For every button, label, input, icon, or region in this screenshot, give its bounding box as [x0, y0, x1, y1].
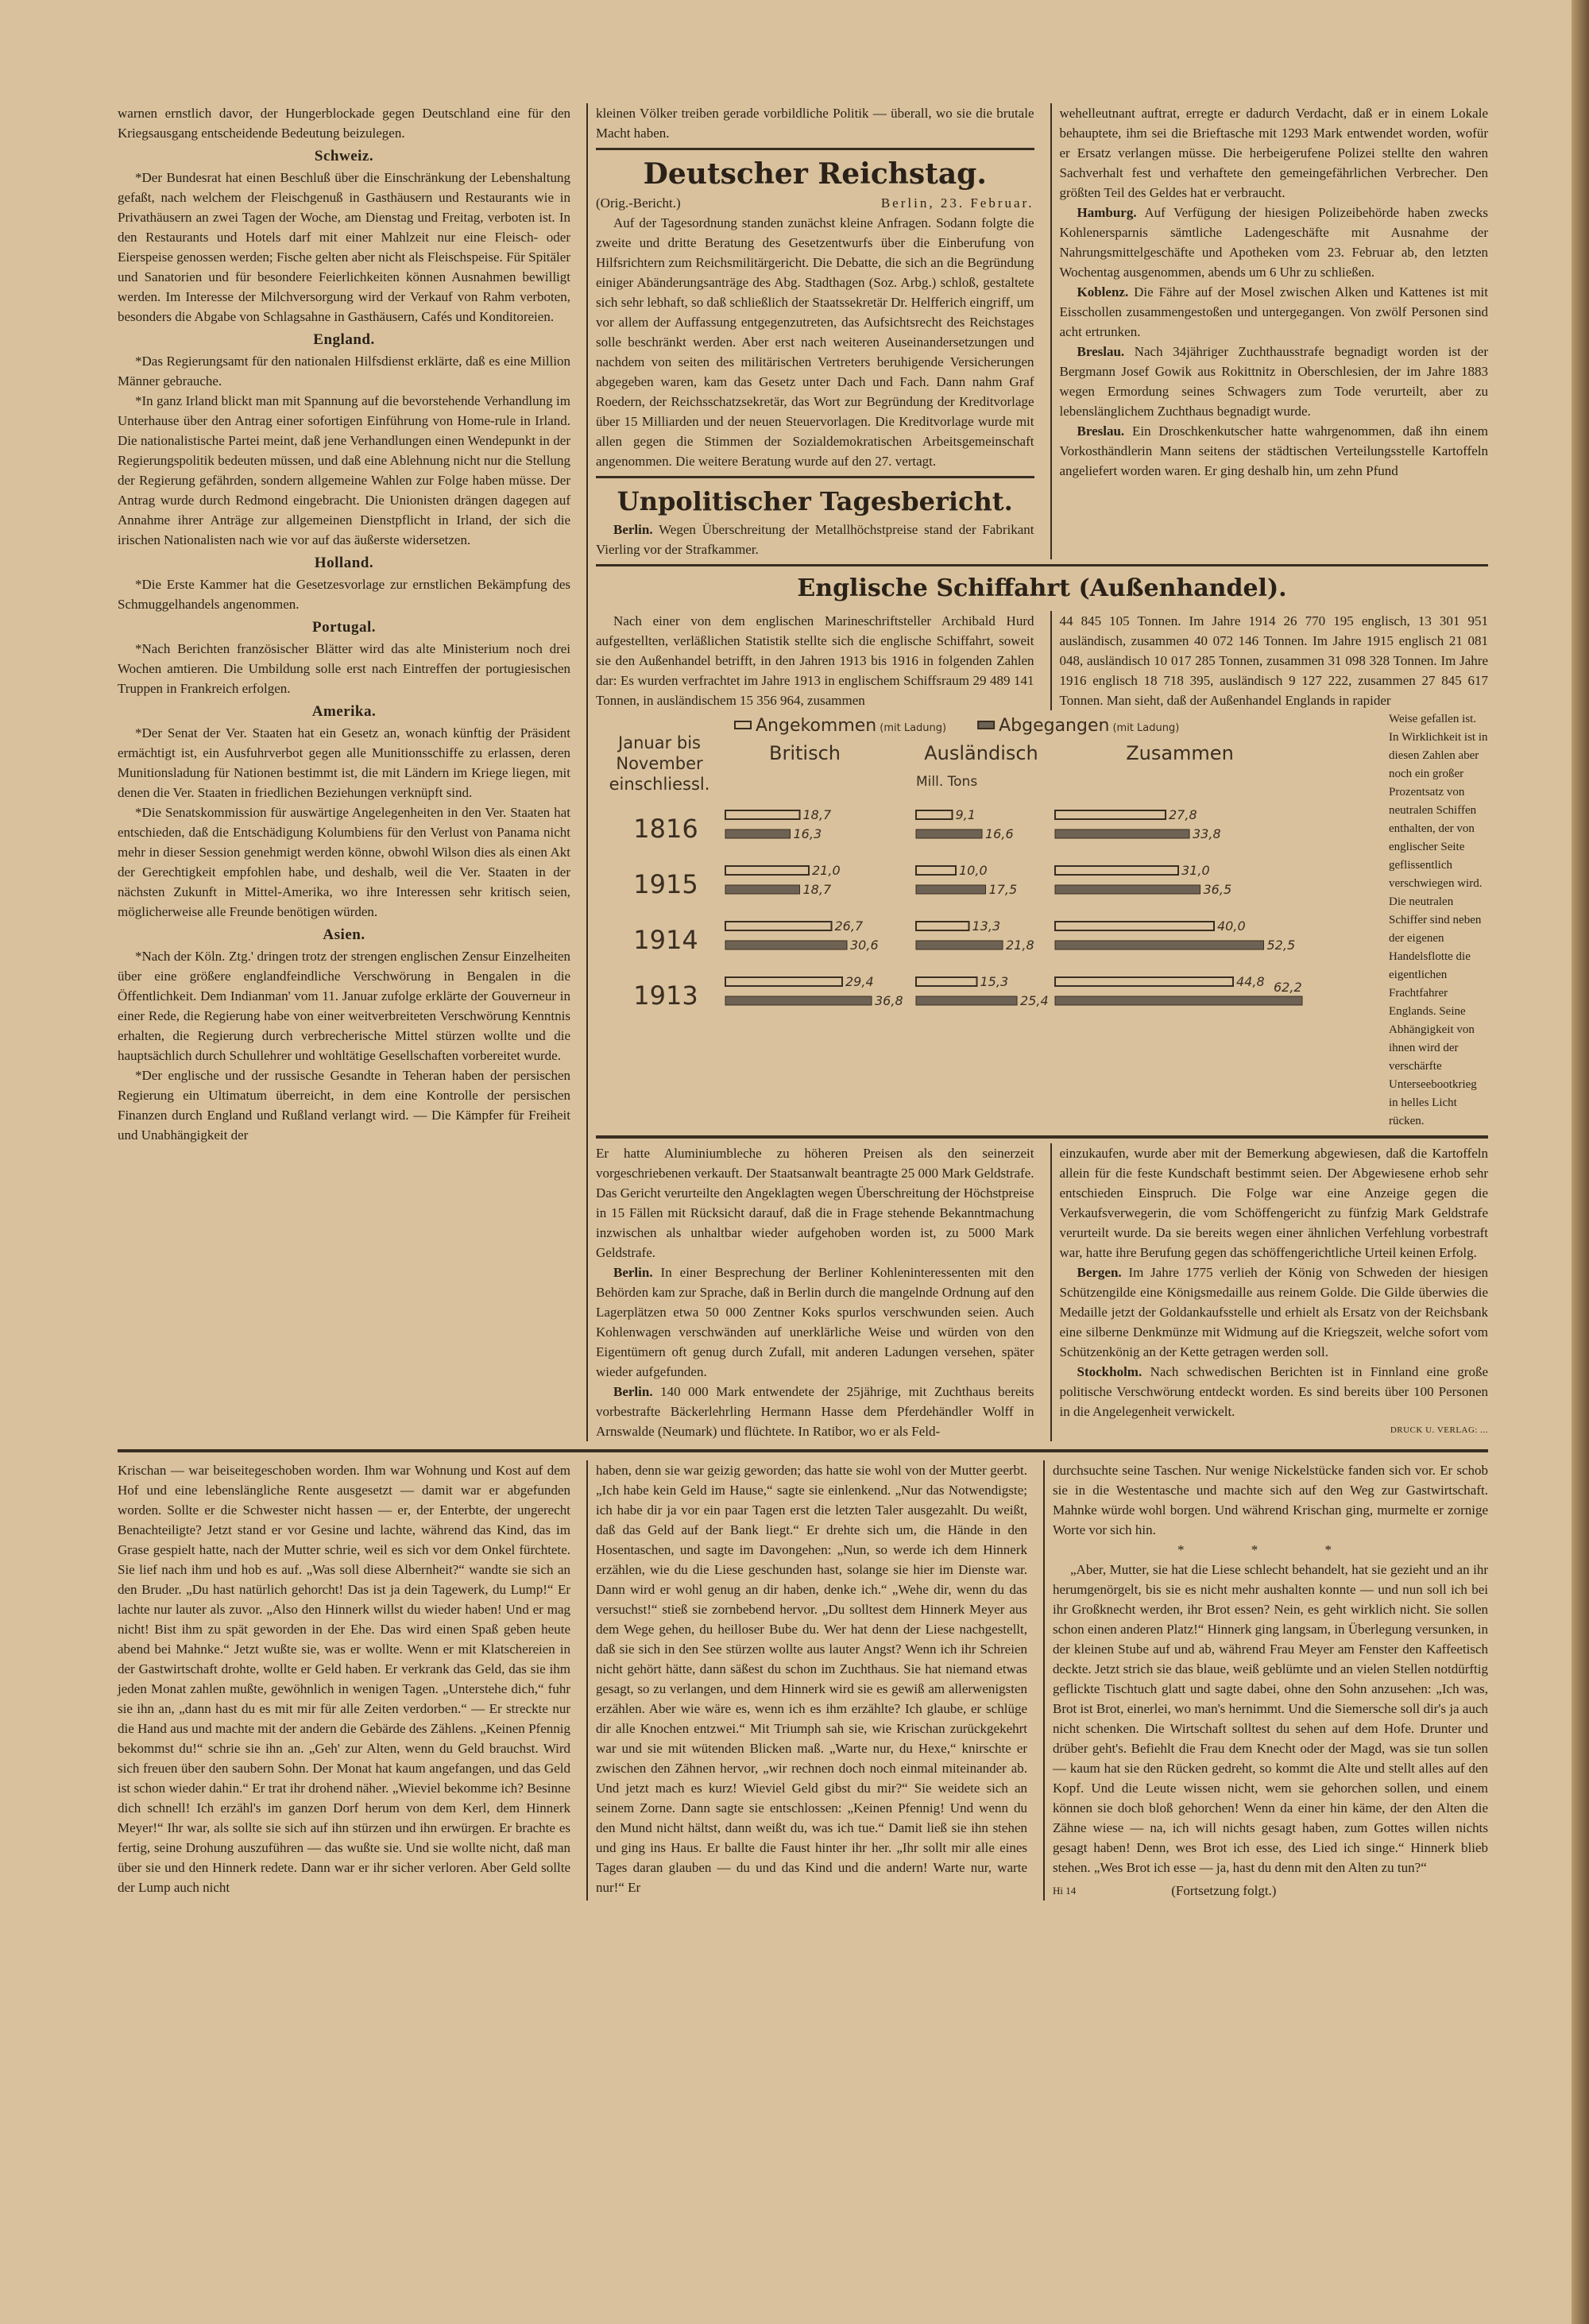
bar-britisch-angekommen — [725, 922, 832, 930]
bar-value-label: 33,8 — [1193, 826, 1221, 841]
news-text: wehelleutnant auftrat, erregte er dadurch Verdacht, daß er in einem Lokale behauptete, ihm sei die Brieftasche mit 1293 Mark entwendet worden, wofür er Ersatz verlangen müsse. Die herbeigerufene Polizei stellte den wahren Sachverhalt fest und verhaftete den gemeingefährlichen Verbrecher. Den größten Teil des Geldes hat er verbraucht. — [1059, 106, 1488, 200]
legend-note: (mit Ladung) — [1112, 722, 1180, 734]
dateline: Breslau. — [1077, 344, 1125, 359]
period-label: November — [616, 754, 703, 773]
bar-zusammen-angekommen — [1055, 866, 1178, 875]
legend-swatch — [978, 721, 994, 729]
year-label: 1914 — [633, 925, 698, 955]
news-text: Nach 34jähriger Zuchthausstrafe begnadigt worden ist der Bergmann Josef Gowik aus Rokittnitz in Oberschlesien, der im Jahre 1883 wegen Ermordung seines Schwagers zum Tode verurteilt, aber zu lebenslänglichem Zuchthaus begnadigt wurde. — [1059, 344, 1489, 419]
bar-britisch-abgegangen — [725, 829, 791, 838]
bar-auslndisch-abgegangen — [916, 885, 986, 894]
news-item — [596, 1143, 1034, 1263]
reichstag-dateline: Berlin, 23. Februar. — [880, 195, 1034, 211]
news-item: *Die Senatskommission für auswärtige Angelegenheiten in den Ver. Staaten hat entschieden, daß die Entschädigung Kolumbiens für den Verlust von Panama nicht mehr in dieser Session genehmigt werden könne, obwohl Wilson dies als einen Akt der Gerechtigkeit empfohlen habe, und deshalb, weil die Ver. Staaten in der nächsten Zukunft in Mittel-Amerika, wo ihre Interessen sehr kritisch seien, möglicherweise alle Freunde benötigen würden. — [118, 805, 570, 919]
shipping-side-note — [1389, 710, 1488, 1131]
news-item: *Der Senat der Ver. Staaten hat ein Gesetz an, wonach künftig der Präsident ermächtigt ist, ein Ausfuhrverbot gegen alle Munitionsschiffe zu erlassen, deren Munitionsladung für Nationen bestimmt ist, die mit Ländern im Kriege liegen, mit denen die Ver. Staaten in friedlichen Beziehungen verknüpft sind. — [118, 725, 570, 800]
bar-value-label: 16,6 — [985, 826, 1014, 841]
news-item — [1060, 421, 1489, 481]
news-item — [1060, 1263, 1489, 1362]
continued-note: (Fortsetzung folgt.) — [1171, 1883, 1277, 1898]
news-item — [1060, 282, 1489, 342]
story-footer — [1053, 1881, 1488, 1901]
printer-imprint: DRUCK U. VERLAG: ... — [1390, 1425, 1488, 1435]
section-heading: England. — [313, 331, 375, 348]
legend-label: Abgegangen — [999, 716, 1110, 736]
feuilleton-col-1 — [118, 1460, 570, 1901]
news-item — [1060, 103, 1489, 203]
top-row — [596, 103, 1488, 559]
reichstag-title: Deutscher Reichstag. — [643, 157, 987, 191]
bar-value-label: 29,4 — [845, 974, 874, 989]
bar-britisch-abgegangen — [725, 941, 847, 949]
bar-auslndisch-angekommen — [916, 810, 953, 819]
news-item — [1060, 203, 1489, 282]
news-text: 140 000 Mark entwendete der 25jährige, mit Zuchthaus bereits vorbestrafte Bäckerlehrling Hermann Hasse dem Pferdehändler Wolff in Arnswalde (Neumark) und flüchtete. In Ratibor, wo er als Feld- — [596, 1384, 1034, 1439]
bar-zusammen-angekommen — [1055, 922, 1214, 930]
news-item: *Das Regierungsamt für den nationalen Hilfsdienst erklärte, daß es eine Million Männer gebrauche. — [118, 354, 570, 389]
bar-value-label: 18,7 — [802, 882, 832, 897]
bar-auslndisch-angekommen — [916, 977, 977, 986]
news-item: *Die Erste Kammer hat die Gesetzesvorlage zur ernstlichen Bekämpfung des Schmuggelhandels angenommen. — [118, 577, 570, 612]
bar-zusammen-angekommen — [1055, 810, 1166, 819]
feuilleton — [118, 1460, 1488, 1901]
section-heading: Holland. — [314, 555, 374, 571]
bar-value-label: 27,8 — [1169, 807, 1197, 822]
group-header: Britisch — [769, 742, 841, 764]
news-text: Die Fähre auf der Mosel zwischen Alken und Kattenes ist mit Eisschollen zusammengestoßen und untergegangen. Von zwölf Personen sind acht ertrunken. — [1059, 284, 1489, 339]
bar-value-label: 44,8 — [1236, 974, 1265, 989]
year-label: 1915 — [633, 869, 698, 899]
lower-news-row — [596, 1143, 1488, 1441]
shipping-text — [596, 611, 1488, 710]
story-text: Krischan — war beiseitegeschoben worden. Ihm war Wohnung und Kost auf dem Hof und eine lebenslängliche Rente ausgesetzt — damit war er abgefunden worden. Sollte er die Schwester nicht hassen — er, der Enterbte, der ungerecht Benachteiligte? Jetzt stand er vor Gesine und lachte, während das Kind, das im Grase gespielt hatte, nach der Mutter schrie, weil es sich vor dem Onkel fürchtete. Sie lief nach ihm und hob es auf. „Was soll diese Albernheit?“ wandte sie sich an den Bruder. „Du hast natürlich gehorcht! Das ist ja dein Tagewerk, du Lump!“ Er lachte nur lauter als zuvor. „Also den Hinnerk willst du wieder haben! Und er mag nicht! Bist ihm zu spät geworden in der Ehe. Das wird einen Spaß geben heute abend bei Mahnke.“ Jetzt wußte sie, was er wollte. Wenn er mit Klatschereien in der Gastwirtschaft drohte, wollte er Geld haben. Er verkrank das Geld, das sie ihm jeden Monat zahlen mußte, gewöhnlich in wenigen Tagen. „Unterstehe dich,“ fuhr sie ihn an, „dann hast du es mit mir für alle Zeiten verdorben.“ — Er streckte nur die Hand aus und machte mit der andern die Gebärde des Zählens. „Keinen Pfennig bekommst du!“ schrie sie ihn an. „Geh' zur Alten, wenn du Geld brauchst. Wird sich freuen über den saubern Sohn. Der Monat hat kaum angefangen, und das Geld ist schon wieder dahin.“ Er trat ihr drohend näher. „Wieviel bekomme ich? Besinne dich schnell! Ich erzähl's im ganzen Dorf herum von dem Kerl, dem Hinnerk Meyer!“ Ihr war, als sollte sie sich auf ihn stürzen und ihn erwürgen. Er brachte es fertig, seine Drohung auszuführen — das wußte sie. Und sie wollte nicht, daß man über sie und den Hinnerk redete. Dann war er ihr sicher verloren. Aber Geld sollte der Lump auch nicht — [118, 1463, 570, 1895]
reichstag-body: Auf der Tagesordnung standen zunächst kleine Anfragen. Sodann folgte die zweite und dritte Beratung des Gesetzentwurfs über die Einberufung von Hilfsrichtern zum Reichsmilitärgericht. Die Debatte, die sich an die Begründung einiger Abänderungsanträge des Abg. Stadthagen (Soz. Arbg.) schloß, gestaltete sich sehr lebhaft, so daß schließlich der Staatssekretär Dr. Helfferich eingriff, um vor allem der Auffassung entgegenzutreten, das Aufsichtsrecht des Reichstages solle beschränkt werden. Aber erst nach weiteren Auseinandersetzungen und nachdem von seiten des militärischen Vertreters beruhigende Versicherungen abgegeben waren, kam das Gesetz unter Dach und Fach. Dann nahm Graf Roedern, der Reichsschatzsekretär, das Wort zur Begründung der Kreditvorlage über 15 Milliarden und der neuen Steuervorlagen. Die Kreditvorlage wurde mit allen gegen die Stimmen der Sozialdemokratischen Arbeitsgemeinschaft angenommen. Die weitere Beratung wurde auf den 27. vertagt. — [596, 215, 1034, 469]
bar-britisch-angekommen — [725, 977, 842, 986]
continuation-text: kleinen Völker treiben gerade vorbildliche Politik — überall, wo sie die brutale Macht haben. — [596, 106, 1034, 141]
news-item: *In ganz Irland blickt man mit Spannung auf die bevorstehende Verhandlung im Unterhause über den Antrag einer sofortigen Einführung von Home-rule in Irland. Die nationalistische Partei meint, daß jene Verhandlungen einen Wendepunkt in der Regierungspolitik bedeuten müssen, und daß eine Ablehnung nicht nur die Stellung der Regierung gefährden, sondern allgemeine Wahlen zur Folge haben müsse. Der Antrag wurde durch Redmond eingebracht. Die Unionisten drängen dagegen auf Annahme ihrer Anträge zur allgemeinen Dienstpflicht in Irland, der sich die irischen Nationalisten nach wie vor auf das äußerste widersetzen. — [118, 393, 570, 547]
bar-auslndisch-angekommen — [916, 922, 969, 930]
group-header: Zusammen — [1126, 742, 1234, 764]
bar-zusammen-abgegangen — [1055, 941, 1264, 949]
news-text: Ein Droschkenkutscher hatte wahrgenommen, daß ihn einem Vorkosthändlerin Mann seitens der städtischen Verteilungsstelle Kartoffeln angeliefert worden waren. Er ging deshalb hin, um zehn Pfund — [1059, 423, 1488, 478]
left-sections — [118, 146, 570, 1145]
shipping-text-right — [1050, 611, 1489, 710]
bar-zusammen-abgegangen — [1055, 996, 1302, 1005]
dateline: Berlin. — [613, 1265, 653, 1280]
bar-britisch-abgegangen — [725, 996, 872, 1005]
bar-value-label: 25,4 — [1020, 993, 1049, 1008]
bar-value-label: 31,0 — [1181, 863, 1210, 878]
bar-value-label: 52,5 — [1266, 938, 1296, 953]
section-heading: Schweiz. — [314, 148, 374, 164]
chart-row — [596, 710, 1488, 1131]
reichstag-source: (Orig.-Bericht.) — [596, 195, 681, 211]
shipping-chart — [596, 710, 1382, 1028]
section-separator: * * * — [1177, 1542, 1363, 1557]
right-lower-items — [1060, 1143, 1489, 1421]
upper-section — [118, 103, 1488, 1441]
story-text: haben, denn sie war geizig geworden; das hatte sie wohl von der Mutter geerbt. „Ich habe kein Geld im Hause,“ sagte sie einlenkend. „Nur das Notwendigste; ich habe dir ja vor ein paar Tagen erst die letzten Taler ausgezahlt. Du weißt, daß das Geld auf der Bank liegt.“ Er drehte sich um, die Hände in den Hosentaschen, und sagte im Davongehen: „Nun, so werde ich dem Hinnerk erzählen, wie du die Liese geschunden hast, solange sie hier im Dienste war. Dann wird er wohl genug an dir haben, denke ich.“ „Wehe dir, wenn du das versuchst!“ stieß sie zornbebend hervor. „Du solltest dem Hinnerk Meyer aus dem Wege gehen, du heilloser Bube du. Wer hat denn der Liese nachgestellt, daß sie sich in den See stürzen wollte aus lauter Angst? Wenn ich ihr Schreien nicht gehört hätte, dann säßest du schon im Zuchthaus. Sie hat niemand etwas gesagt, so zu verlangen, und dem Hinnerk wird sie es gewiß am allerwenigsten erzählen. Aber wie wäre es, wenn ich es ihm erzählte? Ich glaube, er schlüge dir alle Knochen entzwei.“ Mit Triumph sah sie, wie Krischan zurückgekehrt war und sie mit wütenden Blicken maß. „Warte nur, du Hexe,“ knirschte er zwischen den Zähnen hervor, „wir rechnen doch noch einmal miteinander ab. Und jetzt mach es kurz! Wieviel Geld gibst du mir?“ Sie weidete sich an seinem Zorne. Dann sagte sie entschlossen: „Keinen Pfennig! Und wenn du den Mund nicht hältst, dann weißt du, was ich tue.“ Damit ließ sie ihn stehen und ging ins Haus. Er ballte die Faust hinter ihr her. „Ihr sollt mir alle eines Tages daran glauben — du und das Kind und die andern! Warte nur, warte nur!“ Er — [596, 1463, 1027, 1895]
news-item: *Der englische und der russische Gesandte in Teheran haben der persischen Regierung ein Ultimatum überreicht, in dem eine Kontrolle der persischen Finanzen durch England und Rußland verlangt wird. — Die Kämpfer für Freiheit und Unabhängigkeit der — [118, 1068, 570, 1143]
rule — [596, 476, 1034, 478]
bar-value-label: 36,5 — [1203, 882, 1232, 897]
bar-value-label: 10,0 — [959, 863, 988, 878]
period-label: einschliessl. — [609, 775, 710, 794]
tagesbericht-body: Wegen Überschreitung der Metallhöchstpreise stand der Fabrikant Vierling vor der Strafkammer. — [596, 522, 1034, 557]
news-item — [1060, 342, 1489, 421]
news-item — [596, 1382, 1034, 1441]
legend-label: Angekommen — [756, 716, 877, 736]
tagesbericht-title: Unpolitischer Tagesbericht. — [617, 486, 1013, 516]
feuilleton-col-2 — [586, 1460, 1027, 1901]
left-column — [118, 103, 570, 1441]
dateline: Koblenz. — [1077, 284, 1129, 300]
middle-lower-column — [596, 1143, 1034, 1441]
bar-britisch-angekommen — [725, 810, 800, 819]
right-top-column — [1050, 103, 1489, 559]
dateline: Bergen. — [1077, 1265, 1122, 1280]
newspaper-page — [118, 0, 1488, 1948]
chart-rule — [596, 1135, 1488, 1139]
legend-note: (mit Ladung) — [880, 722, 947, 734]
shipping-paragraph: Nach einer von dem englischen Marineschriftsteller Archibald Hurd aufgestellten, verläßlichen Statistik stellte sich die englische Schiffahrt, soweit sie den Außenhandel betrifft, in den Jahren 1913 bis 1916 in folgenden Zahlen dar: Es wurden verfrachtet im Jahre 1913 in englischem Schiffsraum 29 489 141 Tonnen, in ausländischem 15 356 964, zusammen — [596, 613, 1034, 708]
bar-value-label: 17,5 — [988, 882, 1018, 897]
news-item — [1060, 1362, 1489, 1421]
bar-auslndisch-angekommen — [916, 866, 956, 875]
dateline: Breslau. — [1077, 423, 1125, 439]
bar-value-label: 18,7 — [802, 807, 832, 822]
bar-value-label: 36,8 — [875, 993, 903, 1008]
news-text: Er hatte Aluminiumbleche zu höheren Preisen als den seinerzeit vorgeschriebenen verkauft. Der Staatsanwalt beantragte 25 000 Mark Geldstrafe. Das Gericht verurteilte den Angeklagten wegen Überschreitung der Höchstpreise in 15 Fällen mit Rücksicht darauf, daß die in Frage stehende Bekanntmachung inzwischen als unhaltbar wieder aufgehoben worden ist, zu 5000 Mark Geldstrafe. — [596, 1146, 1034, 1260]
bar-value-label: 26,7 — [834, 918, 864, 934]
news-item: *Nach Berichten französischer Blätter wird das alte Ministerium noch drei Wochen amtieren. Die Umbildung solle erst nach Eintreffen der portugiesischen Truppen in Frankreich erfolgen. — [118, 641, 570, 696]
side-note-text: Weise gefallen ist. In Wirklichkeit ist in diesen Zahlen aber noch ein großer Prozentsatz von neutralen Schiffen enthalten, der von englischer Seite geflissentlich verschwiegen wird. Die neutralen Schiffer sind neben der eigenen Handelsflotte die eigentlichen Frachtfahrer Englands. Seine Abhängigkeit von ihnen wird der verschärfte Unterseebootkrieg in helles Licht rücken. — [1389, 713, 1488, 1127]
news-text: Im Jahre 1775 verlieh der König von Schweden der hiesigen Schützengilde eine Königsmedaille aus reinem Golde. Die Gilde überwies die Medaille jetzt der Goldankaufsstelle und erhielt als Ersatz von der Reichsbank eine silberne Denkmünze mit Widmung auf die Kriegszeit, welche sofort vom Schützenkönig an der Kette getragen werden soll. — [1059, 1265, 1489, 1359]
bar-auslndisch-abgegangen — [916, 996, 1017, 1005]
bar-value-label: 21,0 — [812, 863, 841, 878]
tagesbericht-lead: Berlin. — [613, 522, 653, 537]
story-text: durchsuchte seine Taschen. Nur wenige Nickelstücke fanden sich vor. Er schob sie in die Westentasche und machte sich auf den Weg zur Gastwirtschaft. Mahnke würde wohl borgen. Und während Krischan ging, murmelte er zornige Worte vor sich hin. — [1053, 1463, 1488, 1537]
shipping-text-left — [596, 611, 1034, 710]
intro-text: warnen ernstlich davor, der Hungerblockade gegen Deutschland eine für den Kriegsausgang entscheidende Bedeutung beizulegen. — [118, 106, 570, 141]
bar-britisch-abgegangen — [725, 885, 800, 894]
page-code: Hi 14 — [1053, 1885, 1077, 1897]
news-text: Auf Verfügung der hiesigen Polizeibehörde haben zwecks Kohlenersparnis sämtliche Ladengeschäfte mit Ausnahme der Nahrungsmittelgeschäfte und Apotheken vom 23. Februar ab, den letzten Wochentag ausgenommen, abends um 6 Uhr zu schließen. — [1059, 205, 1489, 280]
shipping-paragraph: 44 845 105 Tonnen. Im Jahre 1914 26 770 195 englisch, 13 301 951 ausländisch, zusammen 40 072 146 Tonnen. Im Jahre 1915 englisch 21 081 048, ausländisch 10 017 285 Tonnen, zusammen 31 098 328 Tonnen. Im Jahre 1916 englisch 18 718 395, ausländisch 9 127 222, zusammen 27 845 617 Tonnen. Man sieht, daß der Außenhandel Englands in rapider — [1059, 613, 1488, 708]
right-lower-column — [1050, 1143, 1489, 1441]
story-text: „Aber, Mutter, sie hat die Liese schlecht behandelt, hat sie gezieht und an ihr herumgenörgelt, bis sie es nicht mehr aushalten konnte — und nun soll ich bei ihr Großknecht werden, ihr Brot essen? Nein, es geht wirklich nicht. Sie sollen schon einen anderen Platz!“ Hinnerk ging langsam, in Überlegung versunken, in der kleinen Stube auf und ab, während Frau Meyer am Fenster den Kaffeetisch deckte. Jetzt strich sie das blaue, weiß geblümte und an vielen Stellen notdürftig geflickte Tischtuch glatt und sagte dabei, ohne den Sohn anzusehen: „Ich was, Brot ist Brot, einerlei, wo man's hernimmt. Und die Siemersche soll dir's ja auch nicht schenken. Die Wirtschaft solltest du sehen auf dem Hofe. Drunter und drüber geht's. Befiehlt die Frau dem Knecht oder der Magd, was sie tun sollen — kaum hat sie den Rücken gedreht, so kommt die Alte und stellt alles auf den Kopf. Und die Leute wissen nicht, wem sie gehorchen sollen, und einem können sie doch bloß gehorchen! Wenn da einer hin käme, der den Alten die Zähne wiese — na, ich will nichts gesagt haben, zum Gottes willen nichts gesagt haben! Denn, wes Brot ich esse, des Lied ich singe.“ Hinnerk blieb stehen. „Wes Brot ich esse — ja, hast du denn mit den Alten zu tun?“ — [1053, 1562, 1488, 1875]
page-edge — [1572, 0, 1589, 2324]
year-label: 1816 — [633, 814, 698, 844]
reichstag-meta — [596, 193, 1034, 213]
news-item — [596, 1263, 1034, 1382]
bar-auslndisch-abgegangen — [916, 941, 1003, 949]
group-header: Ausländisch — [924, 742, 1038, 764]
rule — [596, 148, 1034, 150]
news-text: In einer Besprechung der Berliner Kohleninteressenten mit den Behörden kam zur Sprache, daß in Berlin durch die mangelnde Ordnung auf den Lagerplätzen etwa 50 000 Zentner Koks spurlos verschwunden seien. Auch Kohlenwagen verschwänden auf unerklärliche Weise und würden von den Eigentümern oft genug durch Zufall, mit anderen Ladungen versehen, später wieder aufgefunden. — [596, 1265, 1034, 1379]
shipping-title: Englische Schiffahrt (Außenhandel). — [797, 574, 1287, 602]
bar-value-label: 21,8 — [1006, 938, 1034, 953]
middle-top-column — [596, 103, 1034, 559]
unit-label: Mill. Tons — [916, 774, 978, 790]
bar-value-label: 16,3 — [793, 826, 822, 841]
bar-value-label: 9,1 — [955, 807, 976, 822]
feuilleton-col-3 — [1043, 1460, 1488, 1901]
news-text: einzukaufen, wurde aber mit der Bemerkung abgewiesen, daß die Kartoffeln allein für die feste Kundschaft bestimmt seien. Der Abgewiesene erhob sehr entschieden Einspruch. Die Folge war eine Anzeige gegen die Verkaufsverwegerin, die vom Schöffengericht zu fünfzig Mark Geldstrafe verurteilt wurde. Da sie bereits wegen einer ähnlichen Verfehlung vorbestraft war, hatte ihre Berufung gegen das schöffengerichtliche Urteil keinen Erfolg. — [1059, 1146, 1488, 1260]
bar-auslndisch-abgegangen — [916, 829, 982, 838]
legend-swatch — [735, 721, 751, 729]
bar-value-label: 15,3 — [980, 974, 1009, 989]
news-item: *Nach der Köln. Ztg.' dringen trotz der strengen englischen Zensur Einzelheiten über eine größere englandfeindliche Verschwörung in Bengalen in die Öffentlichkeit. Dem Indianman' vom 11. Januar zufolge erklärte der Gouverneur in einer Rede, die Regierung habe von einer weitverbreiteten Verschwörung Kenntnis erhalten, die Regierung durch verbrecherische Mittel stürzen wollte und die hauptsächlich durch Schullehrer und wohltätige Gesellschaften vorbereitet wurde. — [118, 949, 570, 1063]
bar-britisch-angekommen — [725, 866, 809, 875]
bar-zusammen-angekommen — [1055, 977, 1233, 986]
bar-value-label: 13,3 — [972, 918, 1001, 934]
news-item: *Der Bundesrat hat einen Beschluß über die Einschränkung der Lebenshaltung gefaßt, nach welchem der Fleischgenuß in Gasthäusern und Restaurants wie in Privathäusern an zwei Tagen der Woche, am Dienstag und Freitag, verboten ist. In den Restaurants und Hotels darf mit einer Mahlzeit nur eine Fleisch- oder Eierspeise genossen werden; Fische gelten aber nicht als Fleischspeise. Für Spitäler und Sanatorien und für besondere Feierlichkeiten können Ausnahmen bewilligt werden. Im Interesse der Milchversorgung wird der Verkauf von Rahm verboten, besonders die Abgabe von Schlagsahne in Gasthäusern, Cafés und Konditoreien. — [118, 170, 570, 324]
news-item — [1060, 1143, 1489, 1263]
bar-zusammen-abgegangen — [1055, 885, 1200, 894]
feuilleton-rule — [118, 1449, 1488, 1452]
bar-value-label: 62,2 — [1274, 980, 1302, 995]
bar-value-label: 30,6 — [850, 938, 879, 953]
section-heading: Portugal. — [312, 619, 376, 636]
section-heading: Asien. — [323, 926, 365, 943]
period-label: Januar bis — [618, 733, 701, 752]
news-text: Nach schwedischen Berichten ist in Finnland eine große politische Verschwörung entdeckt worden. Es sind bereits über 100 Personen in die Angelegenheit verwickelt. — [1059, 1364, 1489, 1419]
right-region — [586, 103, 1488, 1441]
section-heading: Amerika. — [311, 703, 377, 720]
dateline: Stockholm. — [1077, 1364, 1142, 1379]
dateline: Berlin. — [613, 1384, 653, 1399]
section-rule — [596, 564, 1488, 566]
dateline: Hamburg. — [1077, 205, 1137, 220]
year-label: 1913 — [633, 980, 698, 1011]
bar-zusammen-abgegangen — [1055, 829, 1189, 838]
bar-value-label: 40,0 — [1217, 918, 1246, 934]
